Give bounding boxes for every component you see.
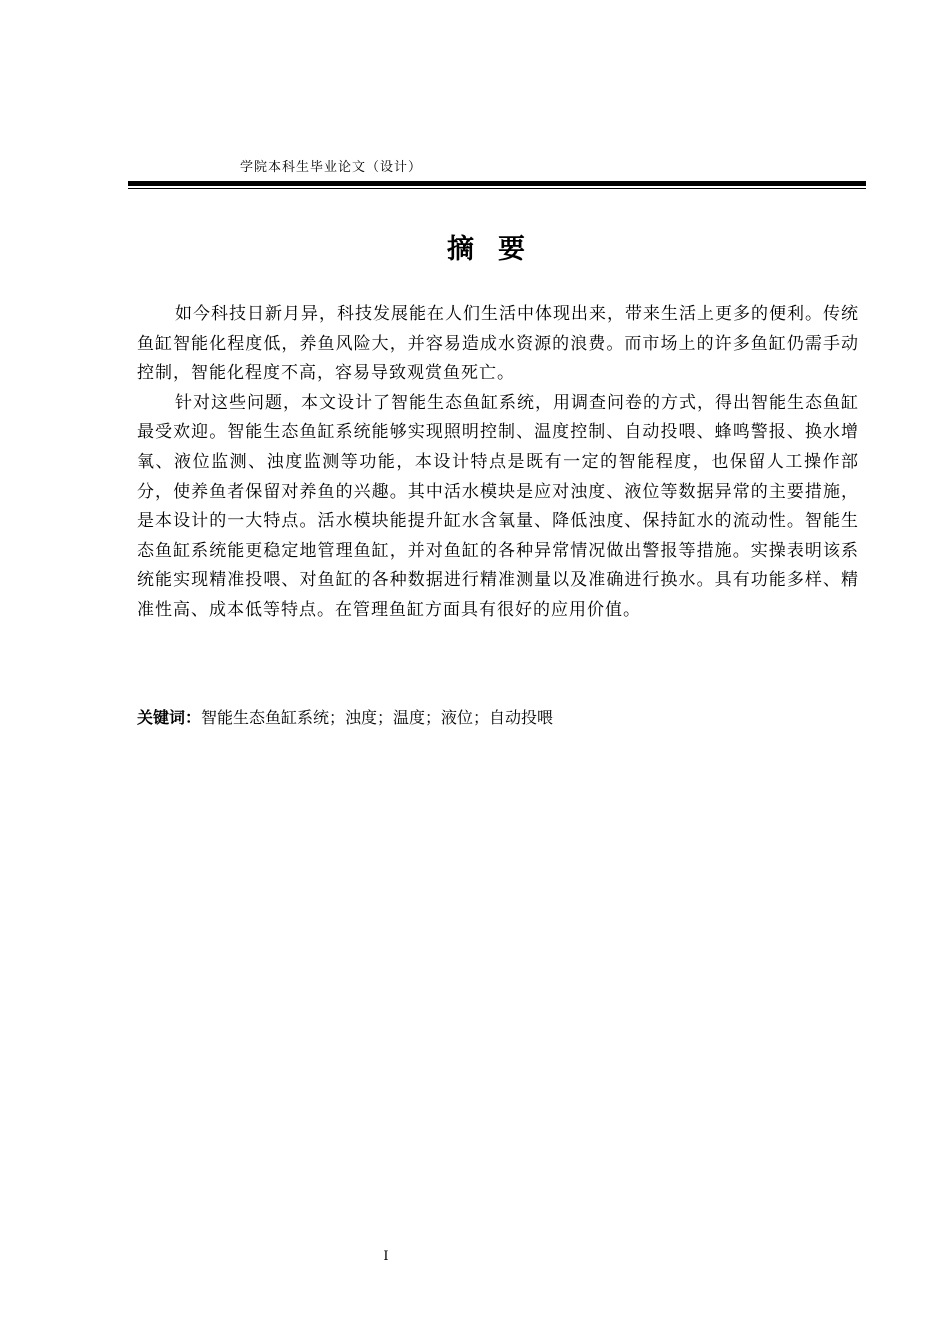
header-rule-thin (128, 188, 866, 189)
abstract-paragraph-1: 如今科技日新月异，科技发展能在人们生活中体现出来，带来生活上更多的便利。传统鱼缸智能化程度低，养鱼风险大，并容易造成水资源的浪费。而市场上的许多鱼缸仍需手动控制，智能化程度不高，容易导致观赏鱼死亡。 (137, 304, 859, 384)
abstract-paragraph-2: 针对这些问题，本文设计了智能生态鱼缸系统，用调查问卷的方式，得出智能生态鱼缸最受欢迎。智能生态鱼缸系统能够实现照明控制、温度控制、自动投喂、蜂鸣警报、换水增氧、液位监测、浊度监测等功能，本设计特点是既有一定的智能程度，也保留人工操作部分，使养鱼者保留对养鱼的兴趣。其中活水模块是应对浊度、液位等数据异常的主要措施，是本设计的一大特点。活水模块能提升缸水含氧量、降低浊度、保持缸水的流动性。智能生态鱼缸系统能更稳定地管理鱼缸，并对鱼缸的各种异常情况做出警报等措施。实操表明该系统能实现精准投喂、对鱼缸的各种数据进行精准测量以及准确进行换水。具有功能多样、精准性高、成本低等特点。在管理鱼缸方面具有很好的应用价值。 (137, 392, 859, 620)
abstract-body (137, 300, 859, 626)
header-rule-thick (128, 181, 866, 186)
keywords-label: 关键词： (137, 708, 202, 727)
running-header: 学院本科生毕业论文（设计） (240, 160, 423, 175)
abstract-title: 摘要 (447, 234, 549, 265)
keywords-line (137, 704, 553, 732)
keywords-value: 智能生态鱼缸系统；浊度；温度；液位；自动投喂 (201, 708, 554, 727)
page-number: I (383, 1249, 389, 1264)
